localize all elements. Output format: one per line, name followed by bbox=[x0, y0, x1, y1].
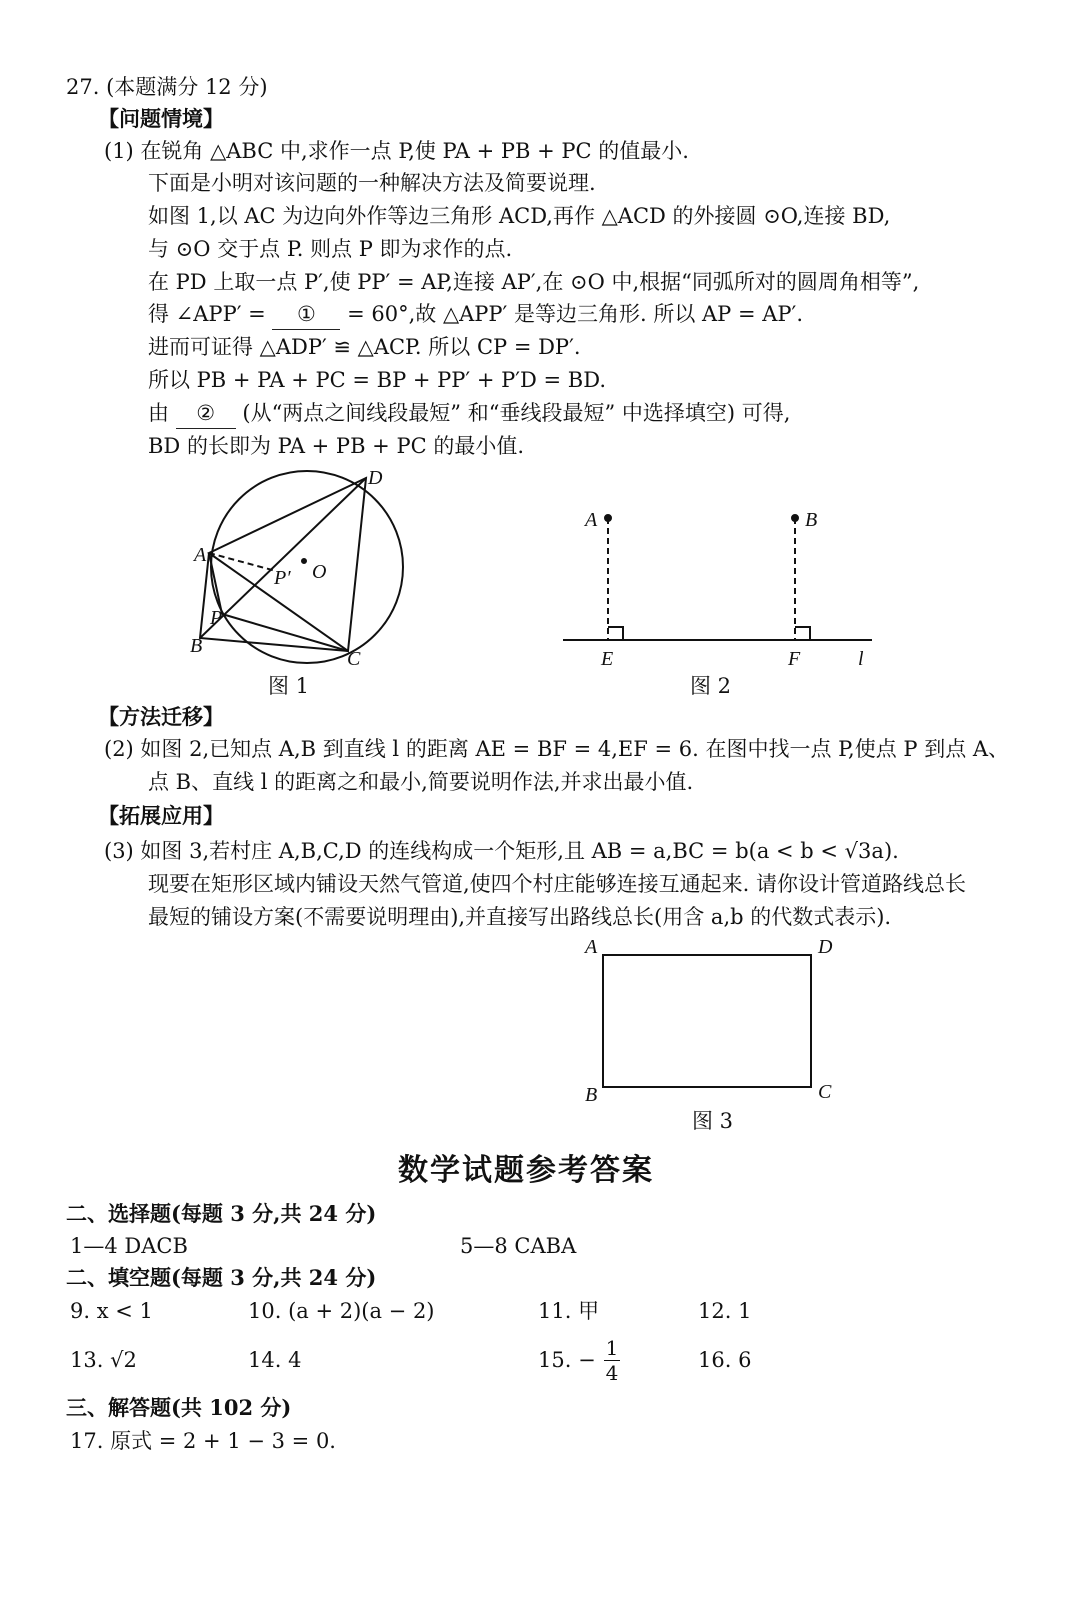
figure-1-caption: 图 1 bbox=[268, 674, 310, 698]
answer-15-denominator: 4 bbox=[605, 1360, 619, 1385]
answer-10: 10. (a + 2)(a − 2) bbox=[248, 1299, 435, 1323]
fig2-label-f: F bbox=[788, 648, 801, 670]
part1-line7: 进而可证得 △ADP′ ≌ △ACP. 所以 CP = DP′. bbox=[148, 335, 581, 359]
figure-3 bbox=[603, 955, 811, 1087]
answers-choice-1-4: 1—4 DACB bbox=[70, 1234, 188, 1258]
answers-choice-title: 二、选择题(每题 3 分,共 24 分) bbox=[66, 1201, 377, 1226]
fig1-label-a: A bbox=[194, 544, 207, 566]
answer-9: 9. x < 1 bbox=[70, 1299, 153, 1323]
point-b bbox=[792, 515, 798, 521]
center-o bbox=[302, 559, 306, 563]
answer-12: 12. 1 bbox=[698, 1299, 752, 1323]
fig2-label-b: B bbox=[805, 509, 818, 531]
part1-line9-start: 由 bbox=[148, 401, 169, 425]
answer-15-prefix: 15. − bbox=[538, 1348, 596, 1372]
right-angle-e bbox=[608, 627, 623, 640]
section-problem-context: 【问题情境】 bbox=[98, 106, 224, 131]
fig2-label-l: l bbox=[858, 648, 864, 670]
part3-line3: 最短的铺设方案(不需要说明理由),并直接写出路线总长(用含 a,b 的代数式表示). bbox=[148, 905, 892, 929]
part1-line8: 所以 PB + PA + PC = BP + PP′ + P′D = BD. bbox=[148, 368, 607, 392]
fig1-label-pprime: P′ bbox=[274, 567, 291, 589]
fig3-label-d: D bbox=[818, 936, 833, 958]
fig1-label-o: O bbox=[312, 561, 327, 583]
answer-15-fraction bbox=[604, 1336, 621, 1385]
figure-2-caption: 图 2 bbox=[690, 674, 732, 698]
figure-2 bbox=[563, 515, 872, 640]
circumcircle bbox=[211, 471, 403, 663]
fig3-label-b: B bbox=[585, 1084, 598, 1106]
part1-line3: 如图 1,以 AC 为边向外作等边三角形 ACD,再作 △ACD 的外接圆 ⊙O,连接 BD, bbox=[148, 204, 891, 228]
rectangle-abcd bbox=[603, 955, 811, 1087]
part1-line4: 与 ⊙O 交于点 P. 则点 P 即为求作的点. bbox=[148, 237, 513, 261]
fig3-label-a: A bbox=[585, 936, 598, 958]
fig1-label-d: D bbox=[368, 467, 383, 489]
fig1-label-c: C bbox=[347, 648, 361, 670]
segment-ap bbox=[209, 553, 222, 614]
part2-line2: 点 B、直线 l 的距离之和最小,简要说明作法,并求出最小值. bbox=[148, 770, 694, 794]
part2-line1: (2) 如图 2,已知点 A,B 到直线 l 的距离 AE = BF = 4,EF = 6. 在图中找一点 P,使点 P 到点 A、 bbox=[104, 737, 1010, 761]
part1-line1: (1) 在锐角 △ABC 中,求作一点 P,使 PA + PB + PC 的值最小. bbox=[104, 139, 689, 163]
answer-15 bbox=[538, 1332, 620, 1388]
answers-choice-5-8: 5—8 CABA bbox=[460, 1234, 577, 1258]
answer-15-numerator: 1 bbox=[605, 1335, 619, 1360]
answers-solution-title: 三、解答题(共 102 分) bbox=[66, 1395, 292, 1420]
answer-13: 13. √2 bbox=[70, 1348, 137, 1372]
figure-3-caption: 图 3 bbox=[692, 1109, 734, 1133]
blank-2: ② bbox=[176, 398, 236, 429]
answer-14: 14. 4 bbox=[248, 1348, 302, 1372]
section-extension: 【拓展应用】 bbox=[98, 803, 224, 828]
problem-header: 27. (本题满分 12 分) bbox=[66, 75, 268, 99]
part1-line10: BD 的长即为 PA + PB + PC 的最小值. bbox=[148, 434, 524, 458]
part1-line6-end: = 60°,故 △APP′ 是等边三角形. 所以 AP = AP′. bbox=[347, 302, 803, 326]
section-method-transfer: 【方法迁移】 bbox=[98, 704, 224, 729]
part1-line5: 在 PD 上取一点 P′,使 PP′ = AP,连接 AP′,在 ⊙O 中,根据“同弧所对的圆周角相等”, bbox=[148, 270, 920, 294]
answer-16: 16. 6 bbox=[698, 1348, 752, 1372]
answers-fill-title: 二、填空题(每题 3 分,共 24 分) bbox=[66, 1265, 377, 1290]
part1-line6-start: 得 ∠APP′ = bbox=[148, 302, 266, 326]
part1-line9-end: (从“两点之间线段最短” 和“垂线段最短” 中选择填空) 可得, bbox=[242, 401, 791, 425]
triangle-acd bbox=[209, 478, 366, 651]
fig2-label-e: E bbox=[601, 648, 614, 670]
right-angle-f bbox=[795, 627, 810, 640]
fig1-label-p: P bbox=[210, 607, 223, 629]
fig2-label-a: A bbox=[585, 509, 598, 531]
figure-1 bbox=[200, 471, 403, 663]
answer-17: 17. 原式 = 2 + 1 − 3 = 0. bbox=[70, 1429, 336, 1453]
point-a bbox=[605, 515, 611, 521]
part1-line2: 下面是小明对该问题的一种解决方法及简要说理. bbox=[148, 171, 596, 195]
part3-line1: (3) 如图 3,若村庄 A,B,C,D 的连线构成一个矩形,且 AB = a,BC = b(a < b < √3a). bbox=[104, 839, 899, 863]
fig3-label-c: C bbox=[818, 1081, 832, 1103]
part3-line2: 现要在矩形区域内铺设天然气管道,使四个村庄能够连接互通起来. 请你设计管道路线总长 bbox=[148, 872, 967, 896]
answers-title: 数学试题参考答案 bbox=[398, 1153, 654, 1188]
blank-1: ① bbox=[272, 299, 340, 330]
fig1-label-b: B bbox=[190, 635, 203, 657]
segment-app bbox=[209, 553, 276, 571]
answer-11: 11. 甲 bbox=[538, 1299, 600, 1323]
